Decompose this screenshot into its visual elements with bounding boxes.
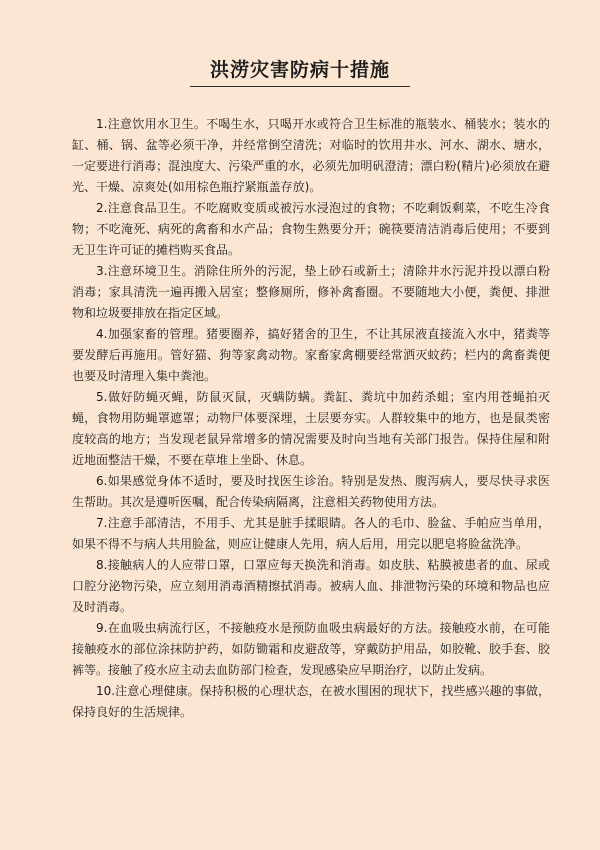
title-underline [190,86,410,87]
paragraph-5: 5.做好防蝇灭蝇，防鼠灭鼠，灭螨防螨。粪缸、粪坑中加药杀蛆；室内用苍蝇拍灭蝇，食物用防蝇罩遮罩；动物尸体要深埋，土层要夯实。人群较集中的地方，也是鼠类密度较高的地方；当发现老鼠异常增多的情况需要及时向当地有关部门报告。保持住屋和附近地面整洁干燥，不要在草堆上坐卧、休息。 [72,390,550,467]
paragraph-1: 1.注意饮用水卫生。不喝生水，只喝开水或符合卫生标准的瓶装水、桶装水；装水的缸、桶、锅、盆等必须干净，并经常倒空清洗；对临时的饮用井水、河水、湖水、塘水，一定要进行消毒；混浊度大、污染严重的水，必须先加明矾澄清；漂白粉(精片)必须放在避光、干燥、凉爽处(如用棕色瓶拧紧瓶盖存放)。 [72,117,550,194]
paragraph-3: 3.注意环境卫生。消除住所外的污泥，垫上砂石或新土；清除井水污泥并投以漂白粉消毒；家具清洗一遍再搬入居室；整修厕所，修补禽畜圈。不要随地大小便，粪便、排泄物和垃圾要排放在指定区域。 [72,264,550,320]
paragraph-9: 9.在血吸虫病流行区，不接触疫水是预防血吸虫病最好的方法。接触疫水前，在可能接触疫水的部位涂抹防护药，如防锄霜和皮避敌等，穿戴防护用品，如胶靴、胶手套、胶裤等。接触了疫水应主动去血防部门检查，发现感染应早期治疗，以防止发病。 [72,621,550,677]
document-title: 洪涝灾害防病十措施 [209,59,390,81]
paragraph-4: 4.加强家畜的管理。猪要圈养，搞好猪舍的卫生，不让其尿液直接流入水中，猪粪等要发酵后再施用。管好猫、狗等家禽动物。家畜家禽棚要经常洒灭蚊药；栏内的禽畜粪便也要及时清理入集中粪池。 [72,327,550,383]
paragraph-6: 6.如果感觉身体不适时，要及时找医生诊治。特别是发热、腹泻病人，要尽快寻求医生帮助。其次是遵听医嘱，配合传染病隔离，注意相关药物使用方法。 [72,474,550,509]
paragraph-7: 7.注意手部清洁，不用手、尤其是脏手揉眼睛。各人的毛巾、脸盆、手帕应当单用，如果不得不与病人共用脸盆，则应让健康人先用，病人后用，用完以肥皂将脸盆洗净。 [72,516,550,551]
paragraph-10: 10.注意心理健康。保持积极的心理状态，在被水围困的现状下，找些感兴趣的事做，保持良好的生活规律。 [72,684,550,719]
document-body [72,114,550,723]
paragraph-8: 8.接触病人的人应带口罩，口罩应每天换洗和消毒。如皮肤、粘膜被患者的血、尿或口腔分泌物污染，应立刻用消毒酒精擦拭消毒。被病人血、排泄物污染的环境和物品也应及时消毒。 [72,558,550,614]
paragraph-2: 2.注意食品卫生。不吃腐败变质或被污水浸泡过的食物；不吃剩饭剩菜，不吃生冷食物；不吃淹死、病死的禽畜和水产品；食物生熟要分开；碗筷要清洁消毒后使用；不要到无卫生许可证的摊档购买食品。 [72,201,550,257]
